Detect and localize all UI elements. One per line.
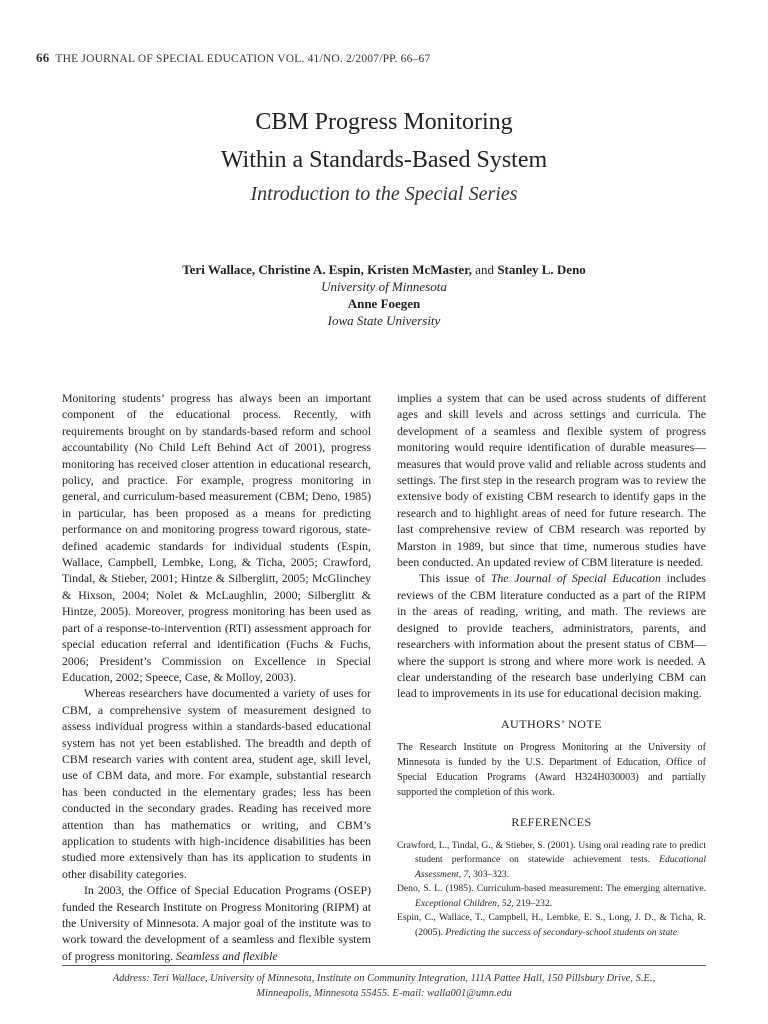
reference-1-pages: 303–323. xyxy=(473,868,510,880)
running-header xyxy=(36,50,736,66)
reference-2-journal: Exceptional Children, 52, xyxy=(415,897,514,909)
body-paragraph-5-a: This issue of xyxy=(419,571,486,586)
article-title-line-1: CBM Progress Monitoring xyxy=(255,109,513,135)
footer-divider xyxy=(62,965,706,966)
body-paragraph-3-italic: Seamless and flexible xyxy=(176,948,278,963)
reference-2 xyxy=(397,882,706,911)
article-subtitle: Introduction to the Special Series xyxy=(250,183,518,205)
body-paragraph-5 xyxy=(397,570,706,701)
reference-2-text: Deno, S. L. (1985). Curriculum-based measurement: The emerging alternative. xyxy=(397,883,706,895)
title-block xyxy=(0,103,768,206)
author-list xyxy=(0,261,768,278)
reference-1-journal: Educational Assessment, 7, xyxy=(415,854,706,880)
reference-1-text: Crawford, L., Tindal, G., & Stieber, S. (2001). Using oral reading rate to predict student performance on statewide achievement tests. xyxy=(397,839,706,866)
author-names: Teri Wallace, Christine A. Espin, Kristen McMaster, xyxy=(182,262,473,277)
article-title-line-2: Within a Standards-Based System xyxy=(220,147,548,173)
body-paragraph-4: implies a system that can be used across students of different ages and skill levels and across settings and curricula. The development of a seamless and flexible system of progress monitoring would require identification of durable measures—measures that would prove valid and reliable across students and settings. The first step in the research program was to review the extensive body of existing CBM research to identify gaps in the research and to highlight areas of need for future research. The last comprehensive review of CBM research was reported by Marston in 1989, but since that time, numerous studies have been conducted. An updated review of CBM literature is needed. xyxy=(397,391,706,570)
author-conjunction: and xyxy=(472,262,498,277)
body-paragraph-1: Monitoring students’ progress has always been an important component of the educational process. Recently, with requirements brought on by standards-based reform and school accountability (No Child Left Behind Act of 2001), progress monitoring has received closer attention in educational research, policy, and practice. For example, progress monitoring in general, and curriculum-based measurement (CBM; Deno, 1985) in particular, has been proposed as a means for predicting performance on and monitoring progress toward rigorous, state-defined academic standards for individual students (Espin, Wallace, Campbell, Lembke, Long, & Ticha, 2005; Crawford, Tindal, & Stieber, 2001; Hintze & Silberglitt, 2005; McGlinchey & Hixson, 2004; Nolet & McLaughlin, 2000; Silberglitt & Hintze, 2005). Moreover, progress monitoring has been used as part of a response-to-intervention (RTI) assessment approach for special education referral and identification (Fuchs & Fuchs, 2006; President’s Commission on Excellence in Special Education, 2002; Speece, Case, & Molloy, 2003). xyxy=(62,391,371,684)
reference-2-pages: 219–232. xyxy=(516,897,553,909)
affiliation-2: Iowa State University xyxy=(327,313,441,328)
body-paragraph-3-text: In 2003, the Office of Special Education Programs (OSEP) funded the Research Institute on Progress Monitoring (RIPM) at the University of Minnesota. A major goal of the institute was to work toward the development of a seamless and flexible system of progress monitoring. xyxy=(62,883,371,963)
address-line-2: Minneapolis, Minnesota 55455. E-mail: walla001@umn.edu xyxy=(256,987,512,999)
left-column xyxy=(62,390,371,964)
page-number: 66 xyxy=(36,50,50,65)
right-column xyxy=(397,390,706,940)
affiliation-1: University of Minnesota xyxy=(321,279,447,294)
reference-3-title: Predicting the success of secondary-school students on state xyxy=(445,926,678,938)
address-line-1: Address: Teri Wallace, University of Minnesota, Institute on Community Integration, 111A Pattee Hall, 150 Pillsbury Drive, S.E., xyxy=(112,973,656,984)
body-paragraph-3 xyxy=(62,882,371,964)
authors-note-text: The Research Institute on Progress Monitoring at the University of Minnesota is funded by the U.S. Department of Education, Office of Special Education Programs (Award H324H030003) and partially supported the completion of this work. xyxy=(397,742,706,799)
author-2: Anne Foegen xyxy=(347,296,421,311)
journal-running-head: THE JOURNAL OF SPECIAL EDUCATION VOL. 41/NO. 2/2007/PP. 66–67 xyxy=(55,53,431,65)
author-block xyxy=(0,261,768,329)
body-paragraph-2: Whereas researchers have documented a variety of uses for CBM, a comprehensive system of measurement designed to assess individual progress within a standards-based educational system has not yet been established. The breadth and depth of CBM research varies with content area, student age, skill level, use of CBM data, and more. For example, substantial research has been conducted in the elementary grades; less has been conducted in the secondary grades. Reading has received more attention than has mathematics or writing, and CBM’s application to students with high-incidence disabilities has been studied more extensively than has its application to students in other disability categories. xyxy=(62,686,371,881)
correspondence-address xyxy=(62,972,706,1001)
references-heading: REFERENCES xyxy=(511,815,592,830)
authors-note-heading: AUTHORS’ NOTE xyxy=(500,716,603,731)
body-paragraph-5-b: includes reviews of the CBM literature conducted as a part of the RIPM in the areas of reading, writing, and math. The reviews are designed to provide teachers, administrators, parents, and researchers with information about the present status of CBM—where the support is strong and where more work is needed. A clear understanding of the research base underlying CBM can lead to improvements in its use for educational decision making. xyxy=(397,571,706,701)
reference-1 xyxy=(397,839,706,883)
journal-name: The Journal of Special Education xyxy=(490,571,661,586)
reference-3-text: Espin, C., Wallace, T., Campbell, H., Lembke, E. S., Long, J. D., & Ticha, R. (2005). xyxy=(397,912,706,938)
author-last: Stanley L. Deno xyxy=(497,262,586,277)
reference-3 xyxy=(397,911,706,940)
